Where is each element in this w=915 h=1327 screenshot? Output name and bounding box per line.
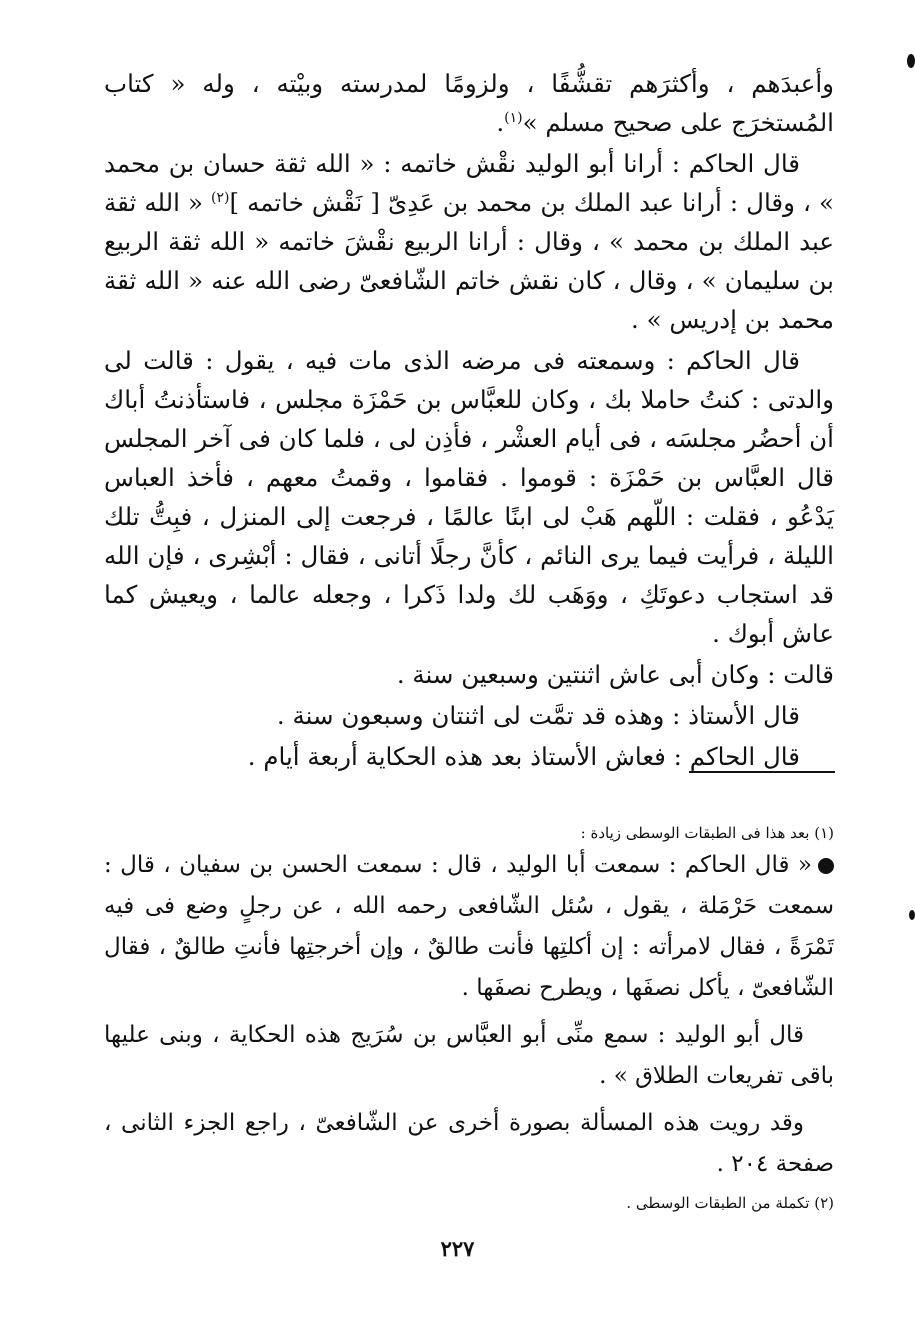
- scan-speck: [909, 910, 915, 920]
- page-number: ٢٢٧: [440, 1236, 475, 1261]
- paragraph-2: قال الحاكم : أرانا أبو الوليد نقْش خاتمه : « الله ثقة حسان بن محمد » ، وقال : أرانا عبد الملك بن محمد بن عَدِىّ [ نَقْش خاتمه ]$^{(٢)}$ « الله ثقة عبد الملك بن محمد » ، وقال : أرانا الربيع نقْشَ خاتمه « الله ثقة الربيع بن سليمان » ، وقال ، كان نقش خاتم الشّافعىّ رضى الله عنه « الله ثقة محمد بن إدريس » .: [104, 149, 834, 334]
- footnote-1-para-3: وقد رويت هذه المسألة بصورة أخرى عن الشّافعىّ ، راجع الجزء الثانى ، صفحة ٢٠٤ .: [104, 1110, 834, 1177]
- footnote-2: (٢) تكملة من الطبقات الوسطى .: [626, 1194, 834, 1212]
- main-text: [104, 64, 834, 778]
- footnote-1-para-2: قال أبو الوليد : سمع منِّى أبو العبَّاس بن سُرَيج هذه الحكاية ، وبنى عليها باقى تفريعات الطلاق » .: [104, 1022, 834, 1089]
- bullet-dot-icon: [818, 858, 834, 874]
- paragraph-1: وأعبدَهم ، وأكثرَهم تقشُّفًا ، ولزومًا لمدرسته وبيْته ، وله « كتاب المُستخرَج على صحيح مسلم »$^{(١)}$.: [104, 69, 834, 137]
- paragraph-6: قال الحاكم : فعاش الأستاذ بعد هذه الحكاية أربعة أيام .: [247, 742, 800, 771]
- scan-speck: [907, 54, 915, 68]
- footnote-1-para-1: « قال الحاكم : سمعت أبا الوليد ، قال : سمعت الحسن بن سفيان ، قال : سمعت حَرْمَلة ، يقول ، سُئل الشّافعى رحمه الله ، عن رجلٍ وضع فى فيه تَمْرَةً ، فقال لامرأته : إن أكلتِها فأنت طالقٌ ، وإن أخرجتِها فأنتِ طالقٌ ، فقال الشّافعىّ ، يأكل نصفَها ، ويطرح نصفَها .: [104, 852, 834, 1001]
- footnote-ref-1[interactable]: (١): [504, 109, 523, 126]
- footnotes: [104, 821, 834, 1215]
- paragraph-3: قال الحاكم : وسمعته فى مرضه الذى مات فيه ، يقول : قالت لى والدتى : كنتُ حاملا بك ، وكان للعبَّاس بن حَمْزَة مجلس ، فاستأذنتُ أباك أن أحضُر مجلسَه ، فى أيام العشْر ، فأذِن لى ، فلما كان فى آخر المجلس قال العبَّاس بن حَمْزَة : قوموا . فقاموا ، وقمتُ معهم ، فأخذ العباس يَدْعُو ، فقلت : اللّهم هَبْ لى ابنًا عالمًا ، فرجعت إلى المنزل ، فبِتُّ تلك الليلة ، فرأيت فيما يرى النائم ، كأنَّ رجلًا أتانى ، فقال : أبْشِرى ، فإن الله قد استجاب دعوتَكِ ، ووَهَب لك ولدا ذَكرا ، وجعله عالما ، ويعيش كما عاش أبوك .: [104, 346, 834, 648]
- paragraph-5: قال الأستاذ : وهذه قد تمَّت لى اثنتان وسبعون سنة .: [276, 701, 800, 730]
- footnote-ref-2[interactable]: (٢): [211, 189, 230, 206]
- footnote-separator: [689, 771, 835, 773]
- footnote-1-heading: (١) بعد هذا فى الطبقات الوسطى زيادة :: [580, 824, 834, 842]
- paragraph-4: قالت : وكان أبى عاش اثنتين وسبعين سنة .: [396, 660, 834, 689]
